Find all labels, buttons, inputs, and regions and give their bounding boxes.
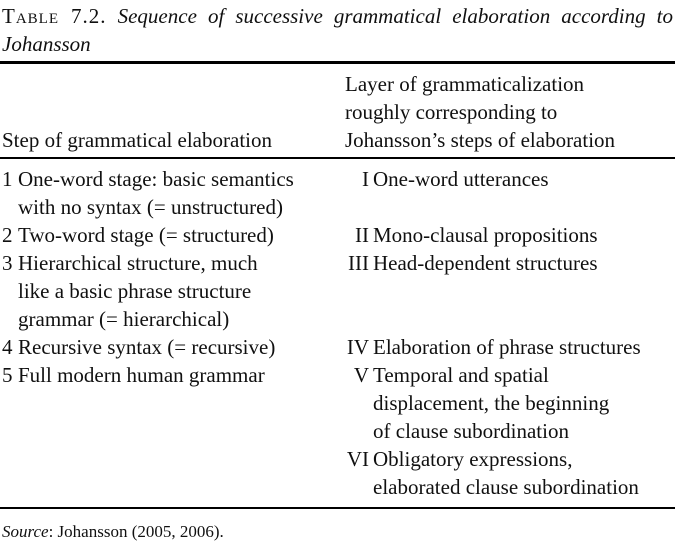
source-label: Source <box>2 521 49 541</box>
layer-entry <box>345 249 673 277</box>
layer-entry <box>345 165 673 193</box>
layer-cell <box>345 249 673 277</box>
layer-numeral: VI <box>346 447 369 471</box>
table-row <box>2 333 673 361</box>
table-row <box>2 249 673 333</box>
source-note <box>0 509 675 542</box>
layer-numeral: III <box>348 251 369 275</box>
step-text: Hierarchical structure, much like a basic phrase structure grammar (= hierarchical) <box>18 251 258 331</box>
table-caption <box>0 0 675 58</box>
layer-text: Temporal and spatial displacement, the beginning of clause subordination <box>373 363 610 443</box>
step-number: 3 <box>2 251 13 275</box>
layer-text: One-word utterances <box>373 167 549 191</box>
table-header-row <box>0 64 675 157</box>
step-cell <box>2 165 345 221</box>
step-text: Full modern human grammar <box>18 363 265 387</box>
caption-title-text: Sequence of successive grammatical elaboration according to <box>117 4 674 28</box>
step-cell <box>2 249 345 333</box>
step-text: Two-word stage (= structured) <box>18 223 274 247</box>
layer-entry <box>345 445 673 501</box>
step-number: 1 <box>2 167 13 191</box>
layer-numeral: II <box>355 223 369 247</box>
step-number: 5 <box>2 363 13 387</box>
layer-numeral: V <box>353 363 369 387</box>
header-col-step: Step of grammatical elaboration <box>2 127 272 152</box>
step-number: 4 <box>2 335 13 359</box>
layer-text: Mono-clausal propositions <box>373 223 598 247</box>
layer-numeral: I <box>362 167 369 191</box>
layer-cell <box>345 165 673 193</box>
step-number: 2 <box>2 223 13 247</box>
layer-cell <box>345 361 673 501</box>
layer-entry <box>345 221 673 249</box>
layer-text: Head-dependent structures <box>373 251 598 275</box>
layer-cell <box>345 333 673 361</box>
table-row <box>2 361 673 501</box>
step-text: One-word stage: basic semantics with no syntax (= unstructured) <box>18 167 294 219</box>
layer-entry <box>345 361 673 445</box>
caption-line-1 <box>2 2 673 30</box>
table-row <box>2 165 673 221</box>
step-cell <box>2 361 345 389</box>
layer-numeral: IV <box>346 335 369 359</box>
source-text: : Johansson (2005, 2006). <box>48 521 224 541</box>
layer-text: Obligatory expressions, elaborated clause subordination <box>373 447 639 499</box>
step-text: Recursive syntax (= recursive) <box>18 335 276 359</box>
step-cell <box>2 221 345 249</box>
table-body <box>0 159 675 507</box>
caption-table-number: Table 7.2. <box>2 4 107 28</box>
layer-cell <box>345 221 673 249</box>
step-cell <box>2 333 345 361</box>
table-row <box>2 221 673 249</box>
caption-line-2: Johansson <box>2 32 91 56</box>
header-col-layer: Layer of grammaticalization roughly corresponding to Johansson’s steps of elaboration <box>345 71 616 152</box>
layer-text: Elaboration of phrase structures <box>373 335 641 359</box>
layer-entry <box>345 333 673 361</box>
